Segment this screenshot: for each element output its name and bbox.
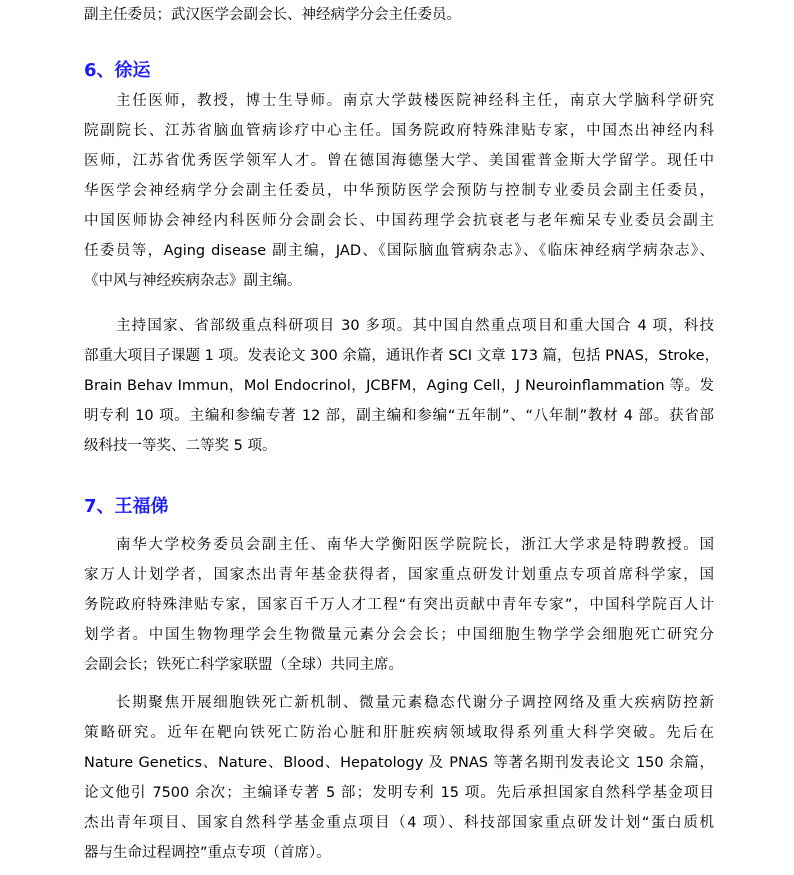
section6-p1-line: 主任医师，教授，博士生导师。南京大学鼓楼医院神经科主任，南京大学脑科学研究 xyxy=(116,93,714,109)
section6-p2-line: Brain Behav Immun，Mol Endocrinol，JCBFM，Aging Cell，J Neuroinflammation 等。发 xyxy=(84,378,714,394)
section7-p2-line: 论文他引 7500 余次；主编译专著 5 部；发明专利 15 项。先后承担国家自然科学基金项目 xyxy=(84,785,714,801)
section7-p2-line: 长期聚焦开展细胞铁死亡新机制、微量元素稳态代谢分子调控网络及重大疾病防控新 xyxy=(116,695,714,711)
section7-p2-line: 器与生命过程调控”重点专项（首席）。 xyxy=(84,845,331,861)
section6-p1-line: 华医学会神经病学分会副主任委员，中华预防医学会预防与控制专业委员会副主任委员， xyxy=(84,183,714,199)
section7-p1-line: 会副会长；铁死亡科学家联盟（全球）共同主席。 xyxy=(84,657,403,673)
section6-p1-line: 医师，江苏省优秀医学领军人才。曾在德国海德堡大学、美国霍普金斯大学留学。现任中 xyxy=(84,153,714,169)
section7-p2-line: 策略研究。近年在靶向铁死亡防治心脏和肝脏疾病领域取得系列重大科学突破。先后在 xyxy=(84,725,714,741)
section6-p1-line: 任委员等，Aging disease 副主编，JAD、《国际脑血管病杂志》、《临床神经病学病杂志》、 xyxy=(84,243,714,259)
section6-p1-line: 《中风与神经疾病杂志》副主编。 xyxy=(84,273,302,289)
section7-p1-line: 划学者。中国生物物理学会生物微量元素分会会长；中国细胞生物学学会细胞死亡研究分 xyxy=(84,627,714,643)
section7-p2-line: Nature Genetics、Nature、Blood、Hepatology 及 PNAS 等著名期刊发表论文 150 余篇， xyxy=(84,755,714,771)
section6-heading: 6、徐运 xyxy=(84,60,151,81)
section7-p1-line: 务院政府特殊津贴专家，国家百千万人才工程“有突出贡献中青年专家”，中国科学院百人计 xyxy=(84,597,714,613)
section7-p1-line: 南华大学校务委员会副主任、南华大学衡阳医学院院长，浙江大学求是特聘教授。国 xyxy=(116,537,714,553)
section6-p2-line: 部重大项目子课题 1 项。发表论文 300 余篇，通讯作者 SCI 文章 173 篇，包括 PNAS，Stroke， xyxy=(84,348,720,364)
section6-p1-line: 中国医师协会神经内科医师分会副会长、中国药理学会抗衰老与老年痴呆专业委员会副主 xyxy=(84,213,714,229)
section6-p1-line: 院副院长、江苏省脑血管病诊疗中心主任。国务院政府特殊津贴专家，中国杰出神经内科 xyxy=(84,123,714,139)
section6-p2-line: 主持国家、省部级重点科研项目 30 多项。其中国自然重点项目和重大国合 4 项，科技 xyxy=(116,318,714,334)
section7-heading: 7、王福俤 xyxy=(84,496,169,517)
section6-p2-line: 明专利 10 项。主编和参编专著 12 部，副主编和参编“五年制”、“八年制”教材 4 部。获省部 xyxy=(84,408,714,424)
section6-p2-line: 级科技一等奖、二等奖 5 项。 xyxy=(84,438,277,454)
section7-p1-line: 家万人计划学者，国家杰出青年基金获得者，国家重点研发计划重点专项首席科学家，国 xyxy=(84,567,714,583)
section5-tail-line: 副主任委员；武汉医学会副会长、神经病学分会主任委员。 xyxy=(84,7,461,23)
section7-p2-line: 杰出青年项目、国家自然科学基金重点项目（4 项）、科技部国家重点研发计划“蛋白质机 xyxy=(84,815,714,831)
